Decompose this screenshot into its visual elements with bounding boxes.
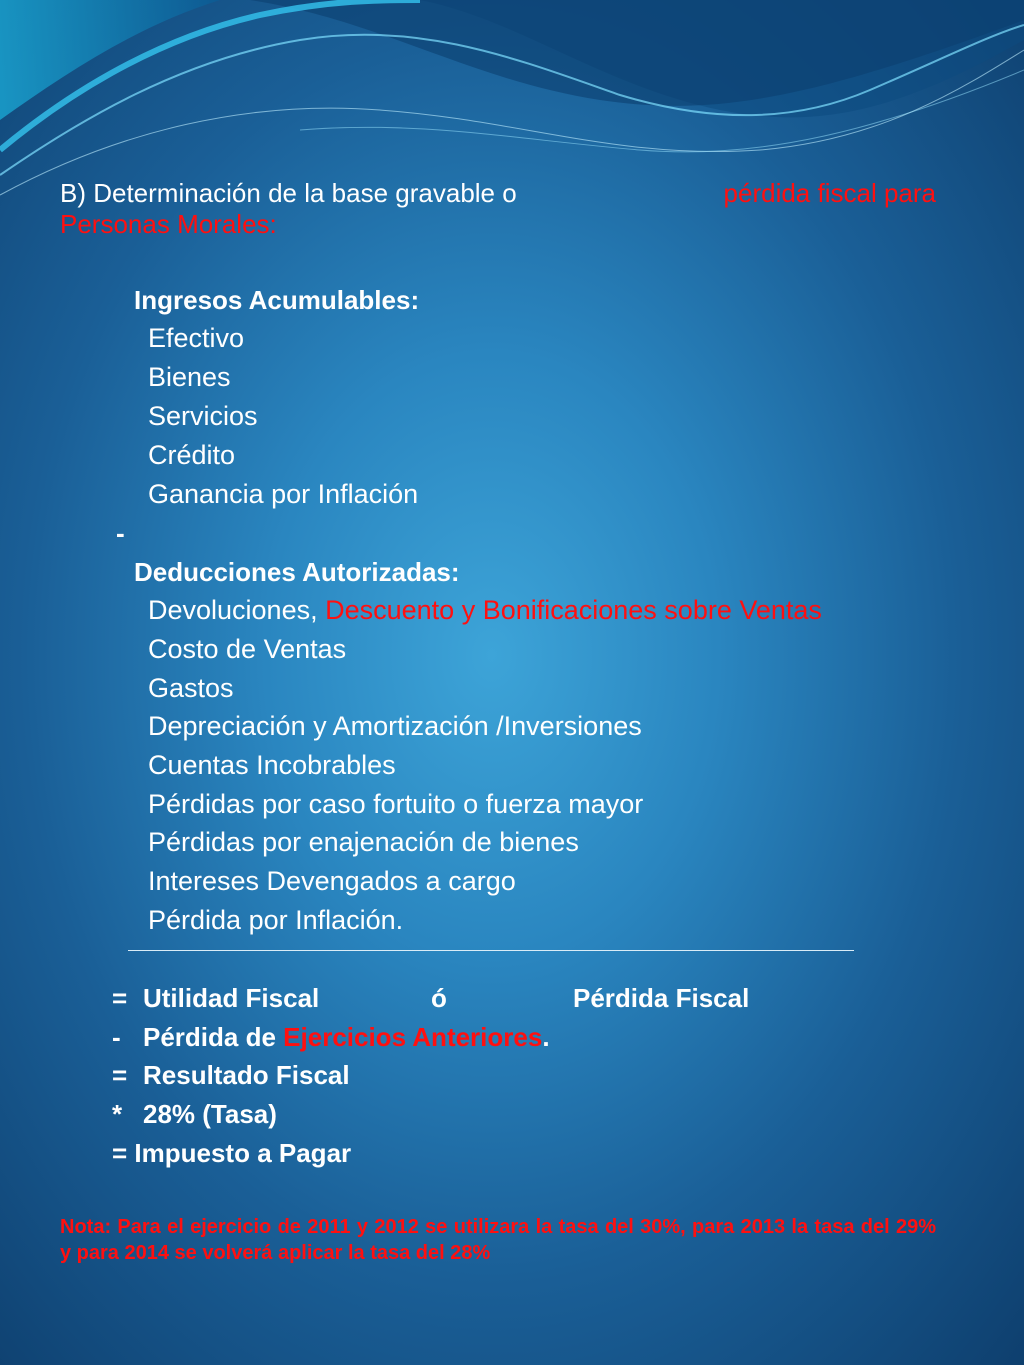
deduccion-item-cuentas-incobrables: Cuentas Incobrables bbox=[148, 750, 396, 780]
ingresos-heading: Ingresos Acumulables: bbox=[134, 285, 420, 315]
deduccion-item-perdida-inflacion: Pérdida por Inflación. bbox=[148, 905, 404, 935]
deduccion-devoluciones-prefix: Devoluciones, bbox=[148, 595, 318, 625]
title-prefix: B) Determinación de la base gravable o bbox=[60, 178, 517, 208]
ingreso-item-efectivo: Efectivo bbox=[148, 323, 245, 353]
resultado-fiscal-label: Resultado Fiscal bbox=[143, 1060, 350, 1090]
utilidad-fiscal-label: Utilidad Fiscal bbox=[143, 983, 320, 1013]
perdida-op: - bbox=[112, 1022, 121, 1052]
ingreso-item-ganancia-inflacion: Ganancia por Inflación bbox=[148, 479, 419, 509]
utilidad-op: = bbox=[112, 983, 128, 1013]
divider-line bbox=[128, 950, 854, 951]
title-highlight-line1: pérdida fiscal para bbox=[723, 178, 936, 208]
deduccion-item-devoluciones bbox=[148, 595, 822, 626]
deduccion-item-perdidas-enajenacion: Pérdidas por enajenación de bienes bbox=[148, 827, 579, 857]
ingreso-item-bienes: Bienes bbox=[148, 362, 231, 392]
perdida-ejercicios-line bbox=[143, 1022, 550, 1053]
utilidad-or: ó bbox=[431, 983, 447, 1013]
title-highlight-line2: Personas Morales: bbox=[60, 209, 277, 239]
resultado-op: = bbox=[112, 1060, 128, 1090]
deduccion-item-costo-ventas: Costo de Ventas bbox=[148, 634, 347, 664]
deduccion-item-intereses: Intereses Devengados a cargo bbox=[148, 866, 516, 896]
ingreso-item-servicios: Servicios bbox=[148, 401, 258, 431]
deduccion-devoluciones-highlight: Descuento y Bonificaciones sobre Ventas bbox=[325, 595, 822, 625]
impuesto-a-pagar: = Impuesto a Pagar bbox=[112, 1138, 352, 1168]
minus-sign: - bbox=[116, 518, 125, 548]
deducciones-heading: Deducciones Autorizadas: bbox=[134, 557, 460, 587]
ingreso-item-credito: Crédito bbox=[148, 440, 236, 470]
perdida-highlight: Ejercicios Anteriores bbox=[283, 1022, 543, 1052]
deduccion-item-gastos: Gastos bbox=[148, 673, 234, 703]
tasa-op: * bbox=[112, 1099, 123, 1129]
deduccion-item-perdidas-caso-fortuito: Pérdidas por caso fortuito o fuerza mayor bbox=[148, 789, 644, 819]
perdida-prefix: Pérdida de bbox=[143, 1022, 276, 1052]
nota-text: Nota: Para el ejercicio de 2011 y 2012 se utilizara la tasa del 30%, para 2013 la tasa del 29% y para 2014 se volverá aplicar la tasa del 28% bbox=[60, 1216, 936, 1264]
slide-title bbox=[60, 178, 936, 240]
tasa-label: 28% (Tasa) bbox=[143, 1099, 277, 1129]
perdida-suffix: . bbox=[542, 1022, 550, 1052]
deduccion-item-depreciacion: Depreciación y Amortización /Inversiones bbox=[148, 711, 642, 741]
perdida-fiscal-label: Pérdida Fiscal bbox=[573, 983, 750, 1013]
